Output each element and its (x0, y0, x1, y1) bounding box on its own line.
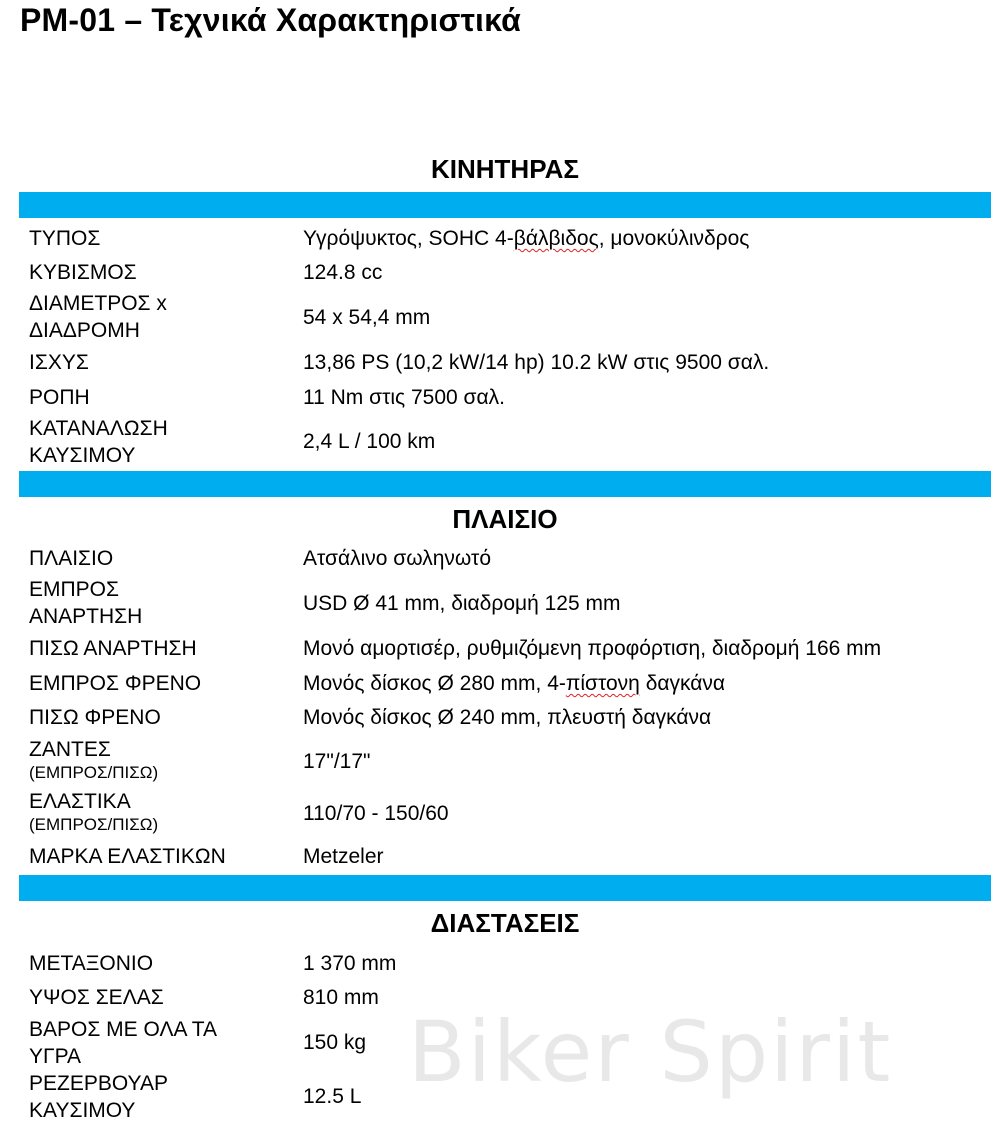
section-divider-bar (19, 471, 991, 497)
spec-value: Metzeler (303, 845, 384, 868)
spec-value: 17"/17" (303, 750, 371, 773)
spec-label: ΥΨΟΣ ΣΕΛΑΣ (29, 986, 164, 1009)
page-title: PM-01 – Τεχνικά Χαρακτηριστικά (20, 2, 521, 38)
spec-label: ΠΙΣΩ ΦΡΕΝΟ (29, 706, 161, 729)
spec-label: ΚΑΤΑΝΑΛΩΣΗ ΚΑΥΣΙΜΟΥ (29, 417, 168, 467)
watermark-logo: Biker Spirit (408, 1003, 893, 1101)
section-divider-bar (19, 192, 991, 218)
spec-value: Υγρόψυκτος, SOHC 4-βάλβιδος, μονοκύλινδρος (303, 227, 750, 250)
spec-value: 11 Nm στις 7500 σαλ. (303, 386, 505, 409)
spec-label: ΖΑΝΤΕΣ (ΕΜΠΡΟΣ/ΠΙΣΩ) (29, 738, 159, 782)
spec-sheet: PM-01 – Τεχνικά Χαρακτηριστικά ΚΙΝΗΤΗΡΑΣ ΤΥΠΟΣ Υγρόψυκτος, SOHC 4-βάλβιδος, μονοκύλινδρος ΚΥΒΙΣΜΟΣ 124.8 cc ΔΙΑΜΕΤΡΟΣ x ΔΙΑΔΡΟΜΗ 54 x 54,4 mm ΙΣΧΥΣ 13,86 PS (10,2 kW/14 hp) 10.2 kW στις 9500 σαλ. ΡΟΠΗ 11 Nm στις 7500 σαλ. ΚΑΤΑΝΑΛΩΣΗ ΚΑΥΣΙΜΟΥ 2,4 L / 100 km ΠΛΑΙΣΙΟ ΠΛΑΙΣΙΟ Ατσάλινο σωληνωτό ΕΜΠΡΟΣ ΑΝΑΡΤΗΣΗ USD Ø 41 mm, διαδρομή 125 mm ΠΙΣΩ ΑΝΑΡΤΗΣΗ Μονό αμορτισέρ, ρυθμιζόμενη προφόρτιση, διαδρομή 166 mm ΕΜΠΡΟΣ ΦΡΕΝΟ Μονός δίσκος Ø 280 mm, 4-πίστονη δαγκάνα ΠΙΣΩ ΦΡΕΝΟ Μονός δίσκος Ø 240 mm, πλευστή δαγκάνα ΖΑΝΤΕΣ (ΕΜΠΡΟΣ/ΠΙΣΩ) 17"/17" ΕΛΑΣΤΙΚΑ (ΕΜΠΡΟΣ/ΠΙΣΩ) 110/70 - 150/60 ΜΑΡΚΑ ΕΛΑΣΤΙΚΩΝ Metzeler ΔΙΑΣΤΑΣΕΙΣ Biker Spirit ΜΕΤΑΞΟΝΙΟ 1 370 mm ΥΨΟΣ ΣΕΛΑΣ 810 mm ΒΑΡΟΣ ΜΕ ΟΛΑ ΤΑ ΥΓΡΑ 150 kg ΡΕΖΕΡΒΟΥΑΡ ΚΑΥΣΙΜΟΥ 12.5 L (0, 0, 991, 1137)
spec-label: ΕΜΠΡΟΣ ΑΝΑΡΤΗΣΗ (29, 578, 143, 628)
spellcheck-word: πίστονη (565, 672, 640, 695)
spec-label: ΜΕΤΑΞΟΝΙΟ (29, 952, 154, 975)
spec-value: 124.8 cc (303, 261, 383, 284)
spec-value: 110/70 - 150/60 (303, 802, 449, 825)
spec-label: ΕΛΑΣΤΙΚΑ (ΕΜΠΡΟΣ/ΠΙΣΩ) (29, 790, 159, 834)
spec-value: 150 kg (303, 1031, 367, 1054)
spec-label: ΜΑΡΚΑ ΕΛΑΣΤΙΚΩΝ (29, 845, 226, 868)
spec-label: ΕΜΠΡΟΣ ΦΡΕΝΟ (29, 672, 202, 695)
spec-label: ΡΕΖΕΡΒΟΥΑΡ ΚΑΥΣΙΜΟΥ (29, 1072, 168, 1122)
spec-label: ΠΙΣΩ ΑΝΑΡΤΗΣΗ (29, 637, 197, 660)
spec-value: 12.5 L (303, 1085, 362, 1108)
spec-value: Μονός δίσκος Ø 280 mm, 4-πίστονη δαγκάνα (303, 672, 726, 695)
spec-label: ΤΥΠΟΣ (29, 227, 101, 250)
spec-value: 13,86 PS (10,2 kW/14 hp) 10.2 kW στις 9500 σαλ. (303, 351, 770, 374)
spec-label: ΚΥΒΙΣΜΟΣ (29, 261, 137, 284)
spec-value: 810 mm (303, 986, 379, 1009)
spec-value: Μονό αμορτισέρ, ρυθμιζόμενη προφόρτιση, διαδρομή 166 mm (303, 637, 882, 660)
spec-value: 54 x 54,4 mm (303, 306, 431, 329)
spec-label: ΡΟΠΗ (29, 386, 90, 409)
section-divider-bar (19, 875, 991, 901)
spec-label: ΒΑΡΟΣ ΜΕ ΟΛΑ ΤΑ ΥΓΡΑ (29, 1018, 218, 1068)
spec-label: ΙΣΧΥΣ (29, 351, 89, 374)
spellcheck-word: βάλβιδος (513, 227, 599, 250)
spec-label: ΔΙΑΜΕΤΡΟΣ x ΔΙΑΔΡΟΜΗ (29, 292, 167, 342)
spec-value: Μονός δίσκος Ø 240 mm, πλευστή δαγκάνα (303, 706, 712, 729)
spec-value: USD Ø 41 mm, διαδρομή 125 mm (303, 592, 621, 615)
spec-value: Ατσάλινο σωληνωτό (303, 547, 491, 570)
spec-value: 1 370 mm (303, 952, 397, 975)
spec-value: 2,4 L / 100 km (303, 430, 436, 453)
spec-label: ΠΛΑΙΣΙΟ (29, 547, 114, 570)
